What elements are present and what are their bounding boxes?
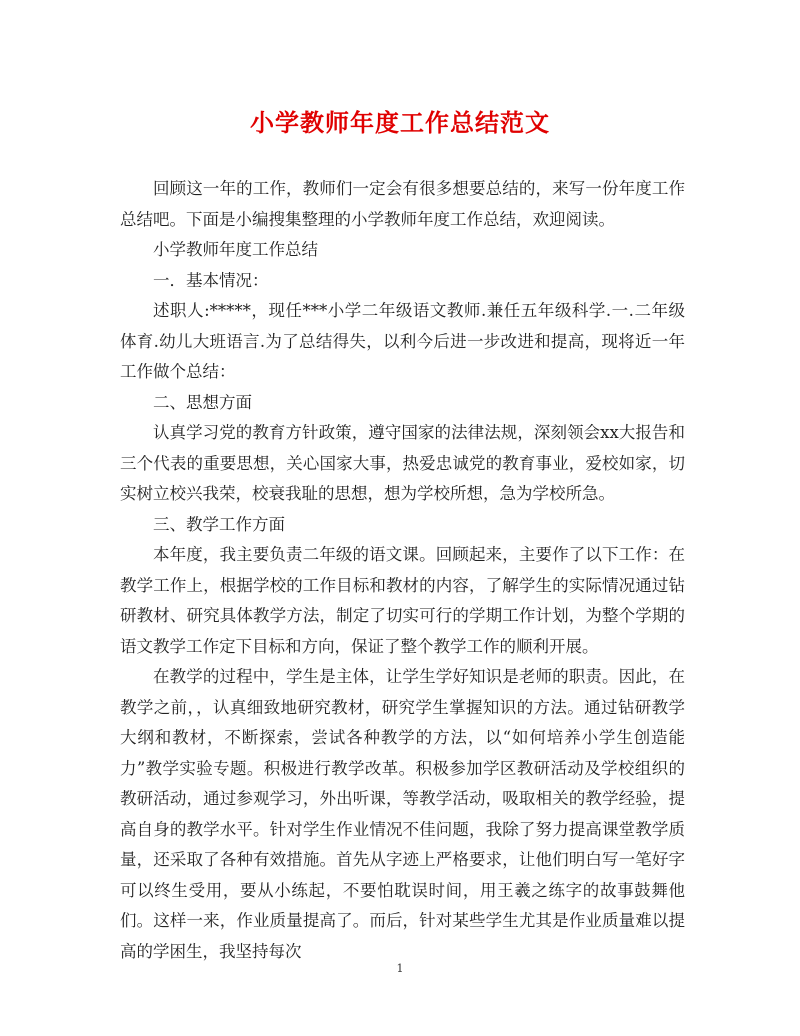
section-heading-thought: 二、思想方面 [153, 392, 252, 412]
section-heading-teaching: 三、教学工作方面 [153, 514, 285, 534]
document-body [120, 174, 685, 967]
document-title: 小学教师年度工作总结范文 [250, 108, 550, 137]
page-number: 1 [396, 962, 404, 975]
teaching-paragraph-1: 本年度，我主要负责二年级的语文课。回顾起来，主要作了以下工作：在教学工作上，根据学校的工作目标和教材的内容，了解学生的实际情况通过钻研教材、研究具体教学方法，制定了切实可行的学期工作计划，为整个学期的语文教学工作定下目标和方向，保证了整个教学工作的顺利开展。 [120, 545, 685, 656]
basic-info-paragraph: 述职人:*****，现任***小学二年级语文教师.兼任五年级科学.一.二年级体育.幼儿大班语言.为了总结得失，以利今后进一步改进和提高，现将近一年工作做个总结： [120, 301, 685, 381]
section-heading-basic: 一．基本情况： [153, 270, 269, 290]
intro-paragraph: 回顾这一年的工作，教师们一定会有很多想要总结的，来写一份年度工作总结吧。下面是小编搜集整理的小学教师年度工作总结，欢迎阅读。 [120, 179, 685, 229]
teaching-paragraph-2: 在教学的过程中，学生是主体，让学生学好知识是老师的职责。因此，在教学之前，，认真细致地研究教材，研究学生掌握知识的方法。通过钻研教学大纲和教材，不断探索，尝试各种教学的方法，以“如何培养小学生创造能力”教学实验专题。积极进行教学改革。积极参加学区教研活动及学校组织的教研活动，通过参观学习，外出听课，等教学活动，吸取相关的教学经验，提高自身的教学水平。针对学生作业情况不佳问题，我除了努力提高课堂教学质量，还采取了各种有效措施。首先从字迹上严格要求，让他们明白写一笔好字可以终生受用，要从小练起，不要怕耽误时间，用王羲之练字的故事鼓舞他们。这样一来，作业质量提高了。而后，针对某些学生尤其是作业质量难以提高的学困生，我坚持每次 [120, 667, 685, 961]
subtitle-paragraph: 小学教师年度工作总结 [153, 240, 318, 259]
thought-paragraph: 认真学习党的教育方针政策，遵守国家的法律法规，深刻领会xx大报告和三个代表的重要思想，关心国家大事，热爱忠诚党的教育事业，爱校如家，切实树立校兴我荣，校衰我耻的思想，想为学校所想，急为学校所急。 [120, 423, 685, 503]
